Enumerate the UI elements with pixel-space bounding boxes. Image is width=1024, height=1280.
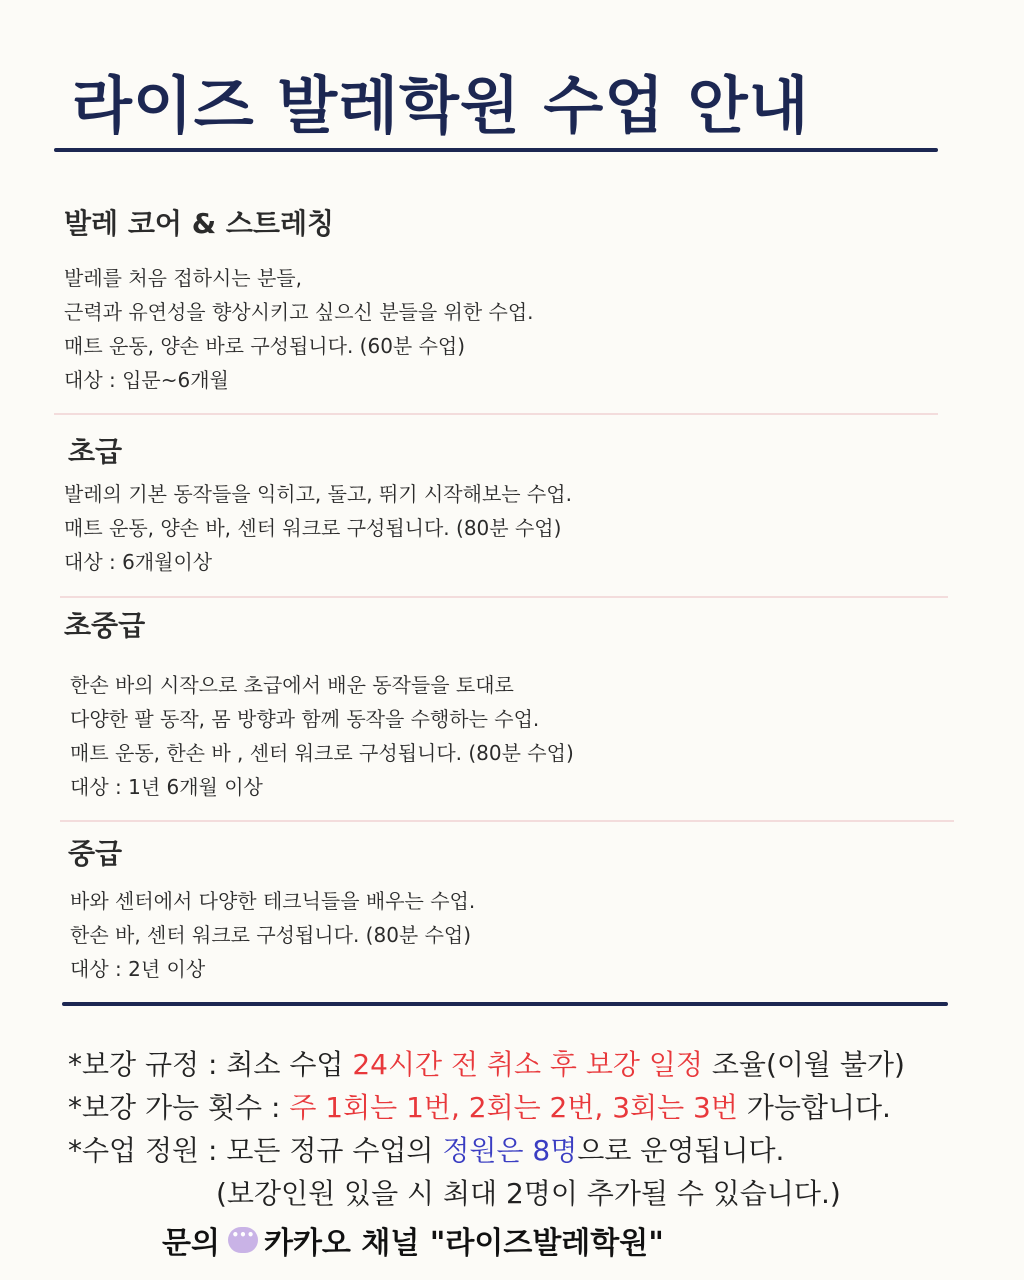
body-line: 대상 : 입문~6개월 bbox=[64, 368, 229, 392]
makeup-rule-highlight: 24시간 전 취소 후 보강 일정 bbox=[352, 1048, 703, 1081]
body-line: 발레를 처음 접하시는 분들, bbox=[64, 266, 302, 290]
section-title-core-stretching: 발레 코어 & 스트레칭 bbox=[64, 207, 335, 240]
body-line: 대상 : 1년 6개월 이상 bbox=[70, 775, 263, 799]
section-title-lower-intermediate: 초중급 bbox=[64, 609, 146, 642]
section-body-lower-intermediate bbox=[70, 668, 574, 804]
body-line: 매트 운동, 한손 바 , 센터 워크로 구성됩니다. (80분 수업) bbox=[70, 741, 574, 765]
policy-divider bbox=[62, 1002, 948, 1006]
chat-bubble-icon bbox=[228, 1227, 258, 1253]
title-underline bbox=[54, 148, 938, 152]
section-body-intermediate bbox=[70, 884, 475, 986]
section-body-beginner bbox=[64, 477, 572, 579]
contact-line bbox=[162, 1218, 664, 1262]
body-line: 대상 : 6개월이상 bbox=[64, 550, 213, 574]
section-divider bbox=[60, 820, 954, 822]
body-line: 한손 바의 시작으로 초급에서 배운 동작들을 토대로 bbox=[70, 673, 514, 697]
section-divider bbox=[60, 596, 948, 598]
body-line: 대상 : 2년 이상 bbox=[70, 957, 206, 981]
makeup-rule: *보강 규정 : 최소 수업 24시간 전 취소 후 보강 일정 조율(이월 불가) bbox=[68, 1048, 905, 1081]
makeup-count: *보강 가능 횟수 : 주 1회는 1번, 2회는 2번, 3회는 3번 가능합니다. bbox=[68, 1091, 891, 1124]
body-line: 한손 바, 센터 워크로 구성됩니다. (80분 수업) bbox=[70, 923, 472, 947]
capacity-highlight: 정원은 8명 bbox=[442, 1134, 578, 1167]
body-line: 발레의 기본 동작들을 익히고, 돌고, 뛰기 시작해보는 수업. bbox=[64, 482, 572, 506]
section-divider bbox=[54, 413, 938, 415]
contact-prefix: 문의 bbox=[162, 1226, 220, 1261]
class-capacity: *수업 정원 : 모든 정규 수업의 정원은 8명으로 운영됩니다. bbox=[68, 1134, 785, 1167]
body-line: 다양한 팔 동작, 몸 방향과 함께 동작을 수행하는 수업. bbox=[70, 707, 540, 731]
section-body-core-stretching bbox=[64, 261, 534, 397]
page-title: 라이즈 발레학원 수업 안내 bbox=[72, 69, 810, 142]
policy-notes bbox=[68, 1043, 905, 1215]
section-title-beginner: 초급 bbox=[68, 435, 123, 468]
body-line: 근력과 유연성을 향상시키고 싶으신 분들을 위한 수업. bbox=[64, 300, 534, 324]
makeup-count-highlight: 주 1회는 1번, 2회는 2번, 3회는 3번 bbox=[289, 1091, 738, 1124]
body-line: 매트 운동, 양손 바로 구성됩니다. (60분 수업) bbox=[64, 334, 466, 358]
body-line: 매트 운동, 양손 바, 센터 워크로 구성됩니다. (80분 수업) bbox=[64, 516, 562, 540]
capacity-note: (보강인원 있을 시 최대 2명이 추가될 수 있습니다.) bbox=[216, 1177, 841, 1210]
body-line: 바와 센터에서 다양한 테크닉들을 배우는 수업. bbox=[70, 889, 476, 913]
kakao-channel-link[interactable]: 카카오 채널 "라이즈발레학원" bbox=[263, 1226, 664, 1261]
section-title-intermediate: 중급 bbox=[68, 837, 123, 870]
